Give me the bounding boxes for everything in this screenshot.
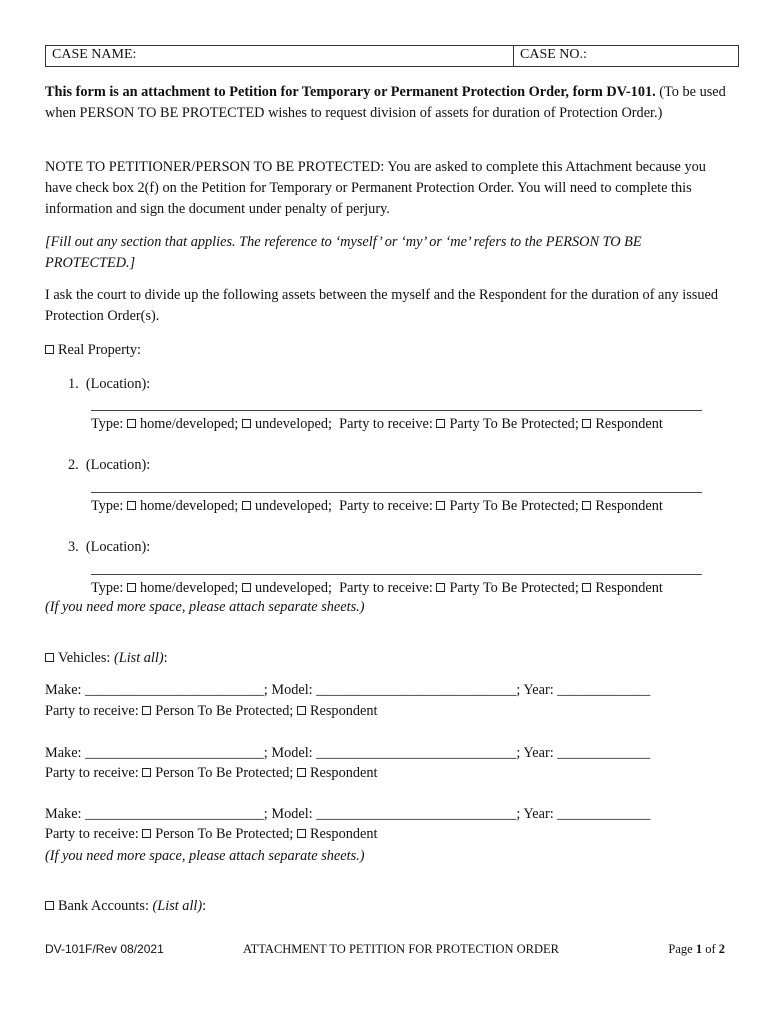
type-label: Type:: [91, 580, 124, 596]
item-number: 1.: [68, 376, 79, 392]
respondent-checkbox[interactable]: [297, 706, 306, 715]
respondent-option: Respondent: [309, 703, 378, 719]
property-type-row-2: [91, 496, 663, 516]
vehicles-option[interactable]: [45, 648, 168, 668]
case-number-field[interactable]: [514, 46, 738, 66]
undeveloped-checkbox[interactable]: [242, 501, 251, 510]
real-property-label: Real Property:: [58, 342, 141, 358]
respondent-option: Respondent: [595, 498, 663, 514]
footer-title: ATTACHMENT TO PETITION FOR PROTECTION ORDER: [243, 942, 560, 956]
type-label: Type:: [91, 416, 124, 432]
respondent-checkbox[interactable]: [582, 583, 591, 592]
protected-checkbox[interactable]: [142, 829, 151, 838]
type-label: Type:: [91, 498, 124, 514]
protected-option: Person To Be Protected;: [155, 703, 294, 719]
vehicle-2-details[interactable]: Make: _________________________; Model: ____________________________; Year: _____________: [45, 745, 651, 761]
footer-form-id: DV-101F/Rev 08/2021: [45, 942, 164, 956]
vehicle-1-party-row: [45, 701, 377, 721]
respondent-option: Respondent: [595, 580, 663, 596]
party-label: Party to receive:: [45, 703, 139, 719]
location-label: (Location):: [85, 457, 151, 473]
undeveloped-option: undeveloped;: [254, 498, 333, 514]
property-more-space-note: (If you need more space, please attach separate sheets.): [45, 599, 365, 615]
protected-option: Party To Be Protected;: [449, 498, 579, 514]
protected-option: Party To Be Protected;: [449, 580, 579, 596]
protected-option: Person To Be Protected;: [155, 765, 294, 781]
page-of: of: [702, 942, 719, 956]
intro-paragraph: [45, 82, 735, 124]
case-no-label: CASE NO.:: [520, 47, 587, 62]
home-option: home/developed;: [139, 580, 239, 596]
property-type-row-1: [91, 414, 663, 434]
party-label: Party to receive:: [45, 826, 139, 842]
vehicles-checkbox[interactable]: [45, 653, 54, 662]
location-line-2[interactable]: [91, 492, 702, 493]
protected-option: Person To Be Protected;: [155, 826, 294, 842]
case-name-label: CASE NAME:: [52, 47, 137, 62]
vehicle-1-details[interactable]: Make: _________________________; Model: ____________________________; Year: _____________: [45, 682, 651, 698]
bank-list-all: (List all): [152, 898, 203, 914]
vehicles-more-space-note: (If you need more space, please attach separate sheets.): [45, 848, 365, 864]
vehicle-2-party-row: [45, 763, 377, 783]
intro-rest: (To be used when PERSON TO BE PROTECTED wishes to request division of assets for duration of Protection Order.): [45, 84, 726, 121]
location-line-3[interactable]: [91, 574, 702, 575]
protected-checkbox[interactable]: [436, 583, 445, 592]
location-label: (Location):: [85, 539, 151, 555]
property-type-row-3: [91, 578, 663, 598]
footer-page-number: [668, 942, 725, 957]
undeveloped-checkbox[interactable]: [242, 419, 251, 428]
real-property-checkbox[interactable]: [45, 345, 54, 354]
case-header: [45, 45, 739, 67]
vehicles-label: Vehicles:: [58, 650, 111, 666]
location-line-1[interactable]: [91, 410, 702, 411]
undeveloped-option: undeveloped;: [254, 416, 333, 432]
protected-checkbox[interactable]: [142, 768, 151, 777]
party-label: Party to receive:: [339, 498, 433, 514]
item-number: 2.: [68, 457, 79, 473]
real-property-option[interactable]: [45, 340, 141, 360]
protected-checkbox[interactable]: [436, 501, 445, 510]
bank-colon: :: [202, 898, 207, 914]
page-current: 1: [695, 942, 703, 956]
page-prefix: Page: [668, 942, 696, 956]
respondent-checkbox[interactable]: [297, 768, 306, 777]
home-option: home/developed;: [139, 416, 239, 432]
undeveloped-option: undeveloped;: [254, 580, 333, 596]
note-paragraph: NOTE TO PETITIONER/PERSON TO BE PROTECTED: You are asked to complete this Attachment because you have check box 2(f) on the Petition for Temporary or Permanent Protection Order. You will need to complete this information and sign the document under penalty of perjury.: [45, 159, 706, 217]
intro-bold: This form is an attachment to Petition for Temporary or Permanent Protection Order, form DV-101.: [45, 84, 656, 100]
instruction-paragraph: [Fill out any section that applies. The reference to ‘myself’ or ‘my’ or ‘me’ refers to the PERSON TO BE PROTECTED.]: [45, 234, 642, 271]
bank-accounts-checkbox[interactable]: [45, 901, 54, 910]
protected-option: Party To Be Protected;: [449, 416, 579, 432]
home-checkbox[interactable]: [127, 501, 136, 510]
respondent-checkbox[interactable]: [297, 829, 306, 838]
respondent-checkbox[interactable]: [582, 501, 591, 510]
respondent-option: Respondent: [309, 765, 378, 781]
respondent-option: Respondent: [309, 826, 378, 842]
vehicles-list-all: (List all): [113, 650, 164, 666]
property-item-1: [68, 374, 150, 394]
bank-accounts-option[interactable]: [45, 896, 206, 916]
protected-checkbox[interactable]: [142, 706, 151, 715]
party-label: Party to receive:: [45, 765, 139, 781]
item-number: 3.: [68, 539, 79, 555]
vehicles-colon: :: [163, 650, 168, 666]
home-option: home/developed;: [139, 498, 239, 514]
vehicle-3-party-row: [45, 824, 377, 844]
home-checkbox[interactable]: [127, 419, 136, 428]
party-label: Party to receive:: [339, 416, 433, 432]
property-item-3: [68, 537, 150, 557]
location-label: (Location):: [85, 376, 151, 392]
home-checkbox[interactable]: [127, 583, 136, 592]
respondent-checkbox[interactable]: [582, 419, 591, 428]
case-name-field[interactable]: [46, 46, 514, 66]
undeveloped-checkbox[interactable]: [242, 583, 251, 592]
bank-accounts-label: Bank Accounts:: [58, 898, 149, 914]
property-item-2: [68, 455, 150, 475]
party-label: Party to receive:: [339, 580, 433, 596]
page-total: 2: [718, 942, 725, 956]
protected-checkbox[interactable]: [436, 419, 445, 428]
respondent-option: Respondent: [595, 416, 663, 432]
request-paragraph: I ask the court to divide up the following assets between the myself and the Respondent for the duration of any issued Protection Order(s).: [45, 287, 718, 324]
vehicle-3-details[interactable]: Make: _________________________; Model: ____________________________; Year: _____________: [45, 806, 651, 822]
